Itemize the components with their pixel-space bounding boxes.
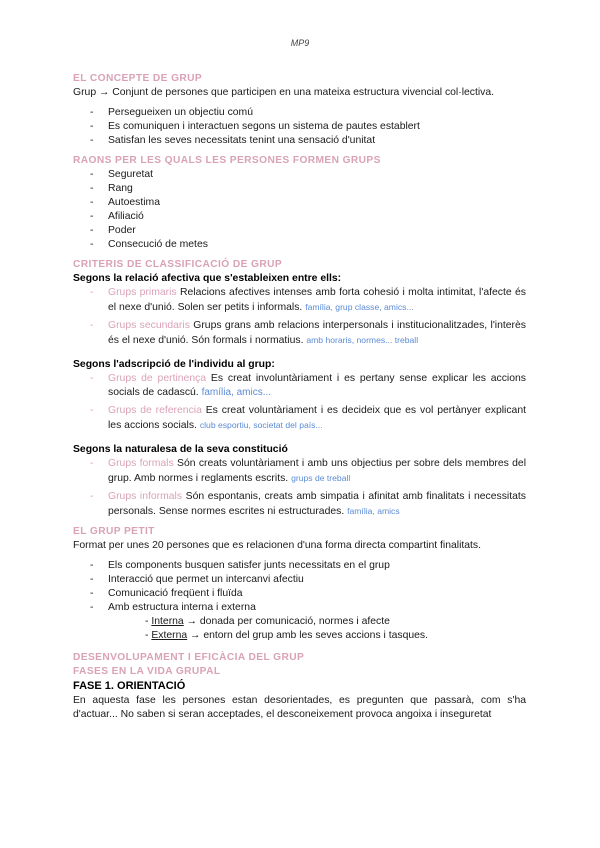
criteria-title-naturalesa: Segons la naturalesa de la seva constitució [73, 444, 288, 455]
term-description: Relacions afectives intenses amb forta cohesió i molta intimitat, l'afecte és el nexe d'unió. Solen ser petits i informals. [108, 287, 526, 313]
example-note: grups de treball [291, 473, 351, 483]
list-item: - Autoestima [73, 196, 526, 210]
subitem-term: Externa [151, 630, 188, 641]
afectiva-list [73, 286, 526, 348]
section-heading-criteris: CRITERIS DE CLASSIFICACIÓ DE GRUP [73, 259, 283, 270]
list-item: - Amb estructura interna i externa [73, 601, 526, 615]
petit-intro: Format per unes 20 persones que es relacionen d'una forma directa compartint finalitats. [73, 540, 482, 551]
list-item [73, 319, 526, 348]
naturalesa-list [73, 457, 526, 519]
list-item: - Es comuniquen i interactuen segons un sistema de pautes establert [73, 120, 526, 134]
term-description: Són espontanis, creats amb simpatia i afinitat amb finalitats i necessitats personals. Sense normes escrites ni estructurades. [108, 491, 526, 517]
list-item [73, 490, 526, 519]
term-description: Es creat voluntàriament i es decideix que es vol pertànyer explicant les accions socials. [108, 405, 526, 431]
document-body [73, 72, 526, 722]
list-item: - Satisfan les seves necessitats tenint una sensació d'unitat [73, 134, 526, 148]
section-heading-petit: EL GRUP PETIT [73, 526, 155, 537]
subitem-text: → donada per comunicació, normes i afecte [183, 616, 390, 627]
example-note: família, amics... [201, 387, 272, 398]
list-item: - Rang [73, 182, 526, 196]
list-item [73, 457, 526, 486]
list-item: - Persegueixen un objectiu comú [73, 106, 526, 120]
section-heading-desenvolupament: DESENVOLUPAMENT I EFICÀCIA DEL GRUP [73, 652, 305, 663]
list-item: - Poder [73, 224, 526, 238]
list-item: - Els components busquen satisfer junts necessitats en el grup [73, 559, 526, 573]
term-description: Són creats voluntàriament i amb uns objectius per sobre dels membres del grup. Amb normes i reglaments escrits. [108, 458, 526, 484]
adscripcio-list [73, 372, 526, 433]
section-heading-raons: RAONS PER LES QUALS LES PERSONES FORMEN GRUPS [73, 155, 381, 166]
list-item: - Consecució de metes [73, 238, 526, 252]
term-label: Grups informals [108, 491, 183, 502]
term-label: Grups formals [108, 458, 174, 469]
page-header-mark: MP9 [290, 38, 310, 48]
list-subitem [73, 615, 526, 629]
subitem-prefix: - [145, 616, 152, 627]
section-heading-concepte: EL CONCEPTE DE GRUP [73, 73, 203, 84]
example-note: amb horaris, normes... treball [306, 335, 419, 345]
petit-list [73, 559, 526, 643]
section-subheading-fases: FASES EN LA VIDA GRUPAL [73, 666, 221, 677]
list-subitem [73, 629, 526, 643]
list-item: - Afiliació [73, 210, 526, 224]
list-item [73, 286, 526, 315]
term-label: Grups de pertinença [108, 373, 207, 384]
list-item [73, 372, 526, 400]
example-note: família, amics [347, 506, 400, 516]
list-item: - Seguretat [73, 168, 526, 182]
subitem-text: → entorn del grup amb les seves accions i tasques. [187, 630, 429, 641]
phase-title: FASE 1. ORIENTACIÓ [73, 680, 186, 692]
list-item: - Comunicació freqüent i fluïda [73, 587, 526, 601]
raons-list [73, 168, 526, 252]
subitem-prefix: - [145, 630, 152, 641]
list-item: - Interacció que permet un intercanvi afectiu [73, 573, 526, 587]
example-note: família, grup classe, amics... [305, 302, 414, 312]
criteria-title-adscripcio: Segons l'adscripció de l'individu al grup: [73, 359, 275, 370]
concepte-list [73, 106, 526, 148]
subitem-term: Interna [151, 616, 184, 627]
criteria-title-afectiva: Segons la relació afectiva que s'estableixen entre ells: [73, 273, 342, 284]
term-label: Grups primaris [108, 287, 177, 298]
phase-text: En aquesta fase les persones estan desorientades, es pregunten que passarà, com s'ha d'actuar... No saben si seran acceptades, el desconeixement provoca angoixa i inseguretat [73, 695, 526, 720]
example-note: club esportiu, societat del país... [199, 420, 323, 430]
term-description: Es creat involuntàriament i es pertany sense explicar les accions socials de cadascú. [108, 373, 526, 398]
term-label: Grups de referencia [108, 405, 202, 416]
definition-grup: Grup → Conjunt de persones que participen en una mateixa estructura vivencial col·lectiva. [73, 87, 495, 98]
term-label: Grups secundaris [108, 320, 190, 331]
term-description: Grups grans amb relacions interpersonals i institucionalitzades, l'interès és el nexe d'unió. Són formals i normatius. [108, 320, 526, 346]
list-item [73, 404, 526, 433]
